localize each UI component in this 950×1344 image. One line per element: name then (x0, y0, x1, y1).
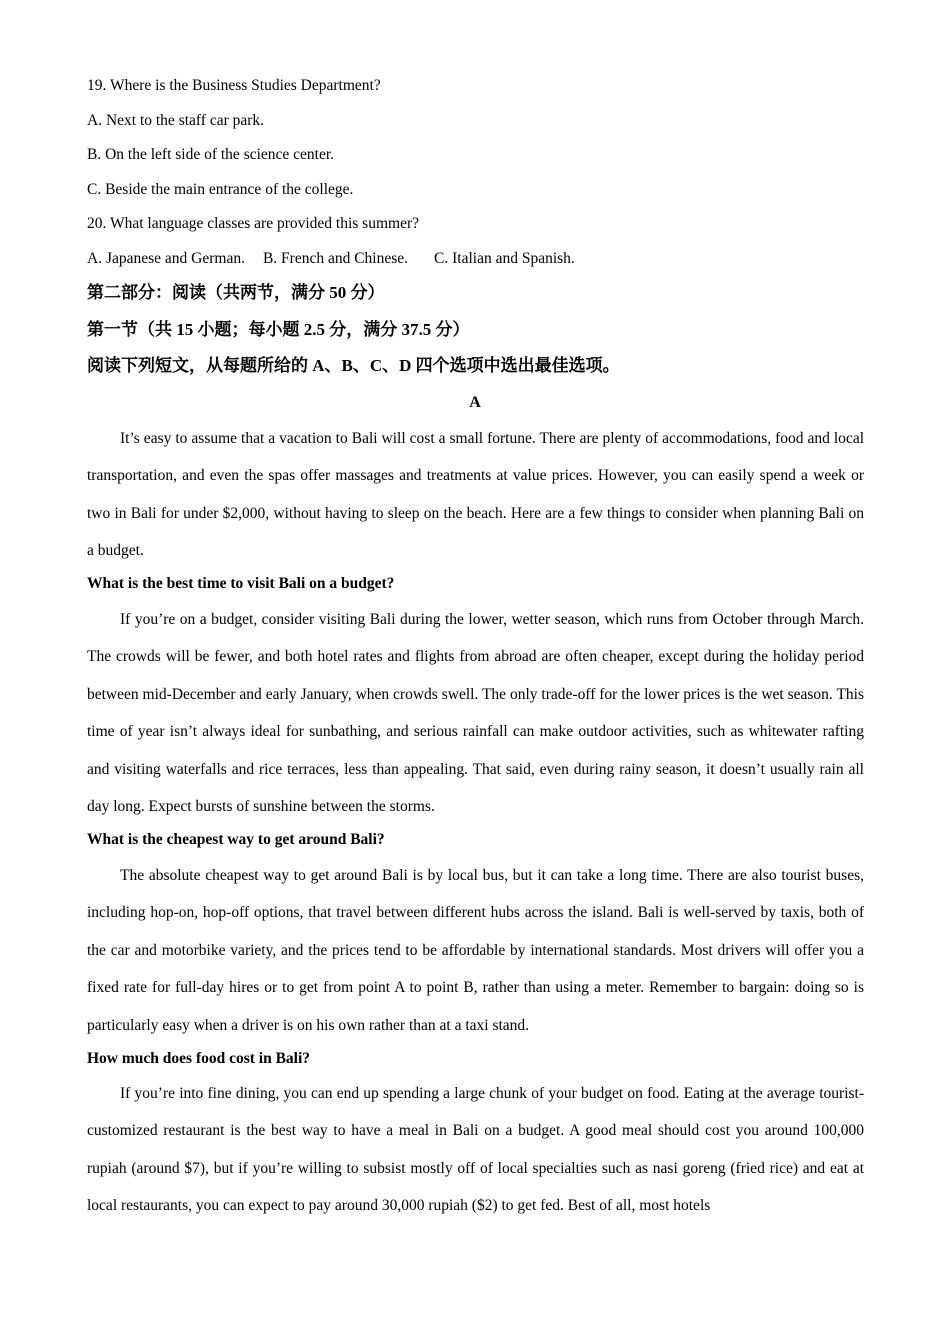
question-20-option-a: A. Japanese and German. (87, 250, 245, 267)
section-text-transport: The absolute cheapest way to get around Bali is by local bus, but it can take a long time. There are also tourist buses, including hop-on, hop-off options, that travel between different hubs across the island. Bali is well-served by taxis, both of the car and motorbike variety, and the prices tend to be affordable by international standards. Most drivers will offer you a fixed rate for full-day hires or to get from point A to point B, rather than using a meter. Remember to bargain: doing so is particularly easy when a driver is on his own rather than at a taxi stand. (87, 867, 864, 1034)
question-20-option-c: C. Italian and Spanish. (434, 250, 575, 267)
section-text-food: If you’re into fine dining, you can end up spending a large chunk of your budget on food. Eating at the average tourist-customized restaurant is the best way to have a meal in Bali on a budget. A good meal should cost you around 100,000 rupiah (around $7), but if you’re willing to subsist mostly off of local specialties such as nasi goreng (fried rice) and eat at local restaurants, you can expect to pay around 30,000 rupiah ($2) to get fed. Best of all, most hotels (87, 1085, 864, 1215)
section-heading-transport: What is the cheapest way to get around Bali? (87, 831, 385, 848)
question-19-option-a: A. Next to the staff car park. (87, 112, 265, 129)
question-19-option-b: B. On the left side of the science center. (87, 146, 335, 163)
reading-instruction: 阅读下列短文，从每题所给的 A、B、C、D 四个选项中选出最佳选项。 (87, 356, 620, 375)
question-20-options (87, 249, 575, 269)
passage-label: A (469, 394, 481, 411)
section-text-best-time: If you’re on a budget, consider visiting Bali during the lower, wetter season, which runs from October through March. The crowds will be fewer, and both hotel rates and flights from abroad are often cheaper, except during the holiday period between mid-December and early January, when crowds swell. The only trade-off for the lower prices is the wet season. This time of year isn’t always ideal for sunbathing, and serious rainfall can make outdoor activities, such as whitewater rafting and visiting waterfalls and rice terraces, less than appealing. That said, even during rainy season, it doesn’t usually rain all day long. Expect bursts of sunshine between the storms. (87, 611, 864, 816)
question-20-option-b: B. French and Chinese. (262, 250, 409, 267)
subsection-title: 第一节（共 15 小题；每小题 2.5 分，满分 37.5 分） (87, 320, 470, 339)
question-19-stem: 19. Where is the Business Studies Department? (87, 77, 381, 94)
question-19-option-c: C. Beside the main entrance of the college. (87, 181, 354, 198)
section-heading-food: How much does food cost in Bali? (87, 1050, 311, 1067)
passage-intro: It’s easy to assume that a vacation to Bali will cost a small fortune. There are plenty of accommodations, food and local transportation, and even the spas offer massages and treatments at value prices. However, you can easily spend a week or two in Bali for under $2,000, without having to sleep on the beach. Here are a few things to consider when planning Bali on a budget. (87, 430, 864, 560)
section-heading-best-time: What is the best time to visit Bali on a budget? (87, 575, 395, 592)
question-20-stem: 20. What language classes are provided this summer? (87, 215, 420, 232)
part-title: 第二部分：阅读（共两节，满分 50 分） (87, 283, 385, 302)
